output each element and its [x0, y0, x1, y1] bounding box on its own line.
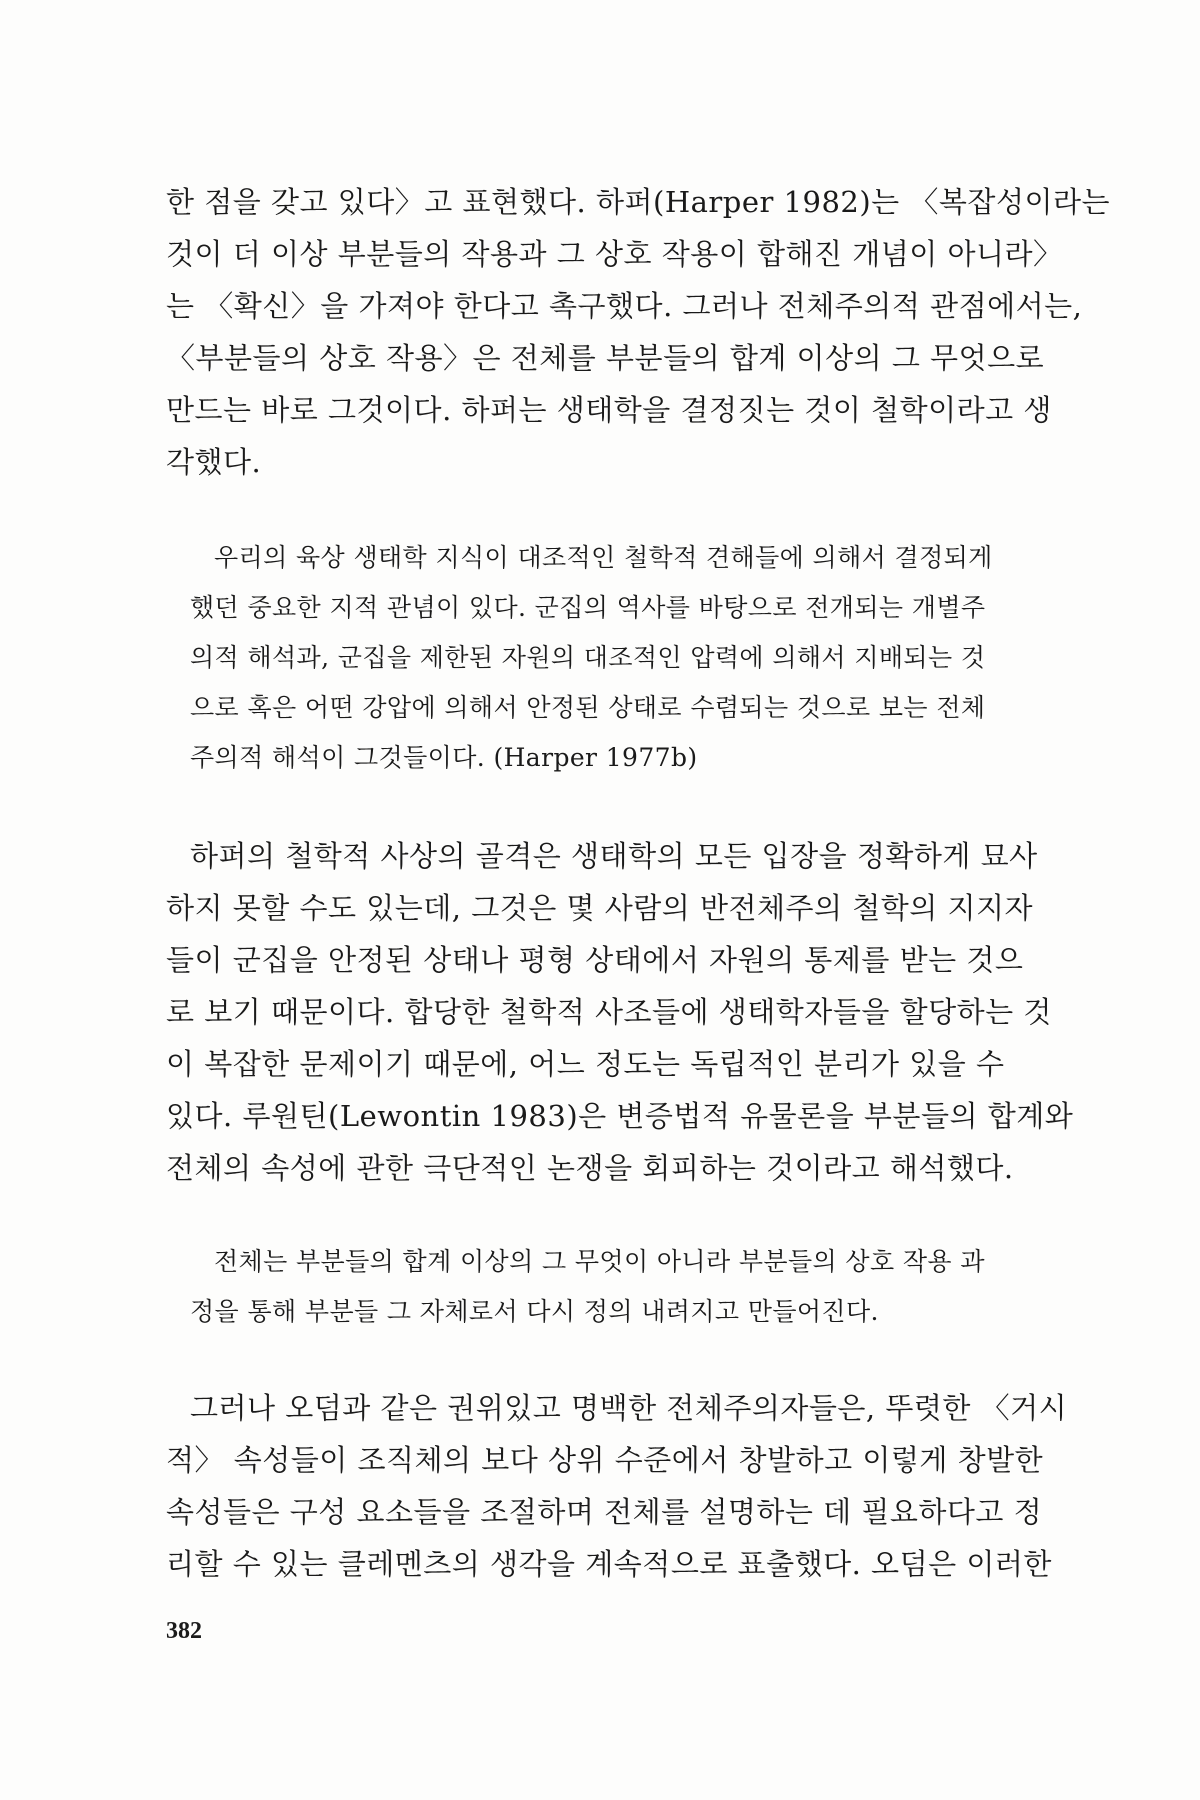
quote-line: 의적 해석과, 군집을 제한된 자원의 대조적인 압력에 의해서 지배되는 것 — [190, 643, 986, 672]
paragraph-line: 있다. 루원틴(Lewontin 1983)은 변증법적 유물론을 부분들의 합계와 — [166, 1099, 1074, 1133]
paragraph-line: 는 〈확신〉을 가져야 한다고 촉구했다. 그러나 전체주의적 관점에서는, — [166, 289, 1083, 323]
paragraph-line: 속성들은 구성 요소들을 조절하며 전체를 설명하는 데 필요하다고 정 — [166, 1495, 1043, 1529]
quote-line: 주의적 해석이 그것들이다. (Harper 1977b) — [190, 743, 698, 772]
quote-line: 으로 혹은 어떤 강압에 의해서 안정된 상태로 수렴되는 것으로 보는 전체 — [190, 693, 986, 722]
paragraph-line: 전체의 속성에 관한 극단적인 논쟁을 회피하는 것이라고 해석했다. — [166, 1151, 1014, 1185]
paragraph-line: 하지 못할 수도 있는데, 그것은 몇 사람의 반전체주의 철학의 지지자 — [166, 891, 1034, 925]
paragraph-line: 리할 수 있는 클레멘츠의 생각을 계속적으로 표출했다. 오덤은 이러한 — [166, 1547, 1052, 1581]
page-number: 382 — [166, 1618, 202, 1644]
quote-line: 전체는 부분들의 합계 이상의 그 무엇이 아니라 부분들의 상호 작용 과 — [214, 1247, 985, 1276]
paragraph-line: 것이 더 이상 부분들의 작용과 그 상호 작용이 합해진 개념이 아니라〉 — [166, 237, 1063, 271]
paragraph-line: 하퍼의 철학적 사상의 골격은 생태학의 모든 입장을 정확하게 묘사 — [190, 839, 1038, 873]
quote-line: 정을 통해 부분들 그 자체로서 다시 정의 내려지고 만들어진다. — [190, 1297, 879, 1326]
paragraph-line: 들이 군집을 안정된 상태나 평형 상태에서 자원의 통제를 받는 것으 — [166, 943, 1024, 977]
paragraph-line: 〈부분들의 상호 작용〉은 전체를 부분들의 합계 이상의 그 무엇으로 — [166, 341, 1045, 375]
paragraph-line: 그러나 오덤과 같은 권위있고 명백한 전체주의자들은, 뚜렷한 〈거시 — [190, 1391, 1068, 1425]
paragraph-line: 각했다. — [166, 445, 262, 479]
paragraph-line: 만드는 바로 그것이다. 하퍼는 생태학을 결정짓는 것이 철학이라고 생 — [166, 393, 1052, 427]
paragraph-line: 이 복잡한 문제이기 때문에, 어느 정도는 독립적인 분리가 있을 수 — [166, 1047, 1005, 1081]
paragraph-line: 적〉 속성들이 조직체의 보다 상위 수준에서 창발하고 이렇게 창발한 — [166, 1443, 1044, 1477]
quote-line: 우리의 육상 생태학 지식이 대조적인 철학적 견해들에 의해서 결정되게 — [214, 543, 993, 572]
paragraph-line: 한 점을 갖고 있다〉고 표현했다. 하퍼(Harper 1982)는 〈복잡성이라는 — [166, 185, 1111, 219]
paragraph-line: 로 보기 때문이다. 합당한 철학적 사조들에 생태학자들을 할당하는 것 — [166, 995, 1052, 1029]
quote-line: 했던 중요한 지적 관념이 있다. 군집의 역사를 바탕으로 전개되는 개별주 — [190, 593, 986, 622]
